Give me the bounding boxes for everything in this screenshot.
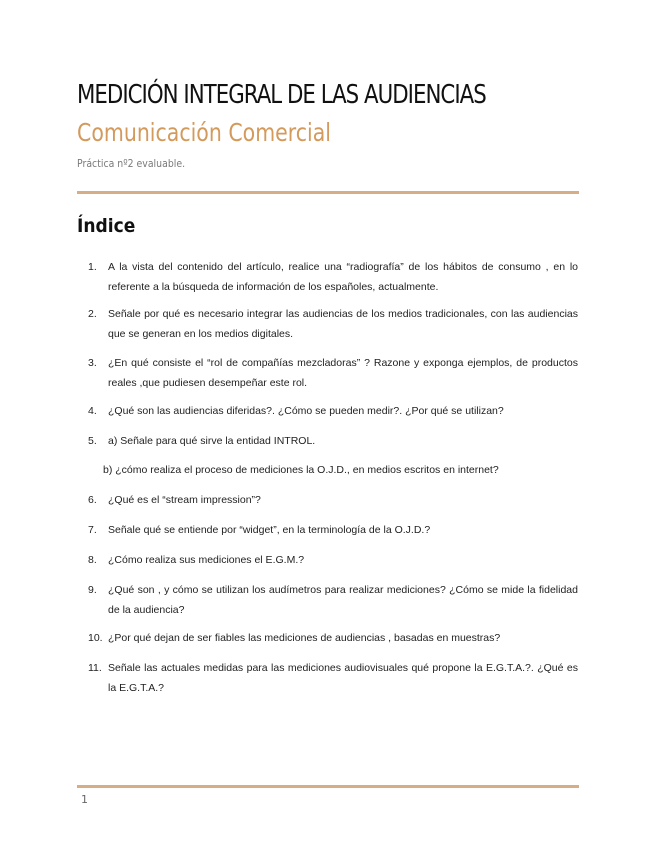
index-item-5b: b) ¿cómo realiza el proceso de mediciones la O.J.D., en medios escritos en internet? (103, 464, 499, 476)
index-item-number: 4. (88, 405, 97, 417)
index-item-number: 9. (88, 584, 97, 596)
index-item-text: Señale qué se entiende por “widget”, en la terminología de la O.J.D.? (108, 524, 431, 536)
index-item-text: ¿Qué son , y cómo se utilizan los audímetros para realizar mediciones? ¿Cómo se mide la fidelidad de la audiencia? (108, 584, 578, 616)
index-item-number: 10. (88, 632, 103, 644)
index-item-text: Señale por qué es necesario integrar las audiencias de los medios tradicionales, con las audiencias que se generan en los medios digitales. (108, 308, 578, 340)
index-item-number: 2. (88, 308, 97, 320)
page-number: 1 (81, 793, 88, 806)
index-item-number: 7. (88, 524, 97, 536)
index-item-number: 3. (88, 357, 97, 369)
index-item-text: ¿Cómo realiza sus mediciones el E.G.M.? (108, 554, 305, 566)
index-item-number: 1. (88, 261, 97, 273)
index-heading: Índice (77, 215, 136, 237)
index-item-text: Señale las actuales medidas para las mediciones audiovisuales qué propone la E.G.T.A.?. ¿Qué es la E.G.T.A.? (108, 662, 578, 694)
header-divider (77, 191, 579, 194)
index-item-number: 8. (88, 554, 97, 566)
index-item-text: A la vista del contenido del artículo, realice una “radiografía” de los hábitos de consumo , en lo referente a la búsqueda de información de los españoles, actualmente. (108, 261, 578, 293)
document-subtitle: Comunicación Comercial (77, 118, 332, 147)
index-item-text: a) Señale para qué sirve la entidad INTROL. (108, 435, 316, 447)
index-item-text: ¿Qué son las audiencias diferidas?. ¿Cómo se pueden medir?. ¿Por qué se utilizan? (108, 405, 504, 417)
index-item-text: ¿Por qué dejan de ser fiables las mediciones de audiencias , basadas en muestras? (108, 632, 501, 644)
index-item-number: 6. (88, 494, 97, 506)
index-item-text: ¿Qué es el “stream impression”? (108, 494, 261, 506)
index-item-number: 5. (88, 435, 97, 447)
footer-divider (77, 785, 579, 788)
document-title: MEDICIÓN INTEGRAL DE LAS AUDIENCIAS (77, 80, 486, 110)
document-caption: Práctica nº2 evaluable. (77, 157, 186, 170)
index-item-text: ¿En qué consiste el “rol de compañías mezcladoras” ? Razone y exponga ejemplos, de productos reales ,que pudiesen desempeñar este rol. (108, 357, 578, 389)
index-item-number: 11. (88, 662, 102, 674)
